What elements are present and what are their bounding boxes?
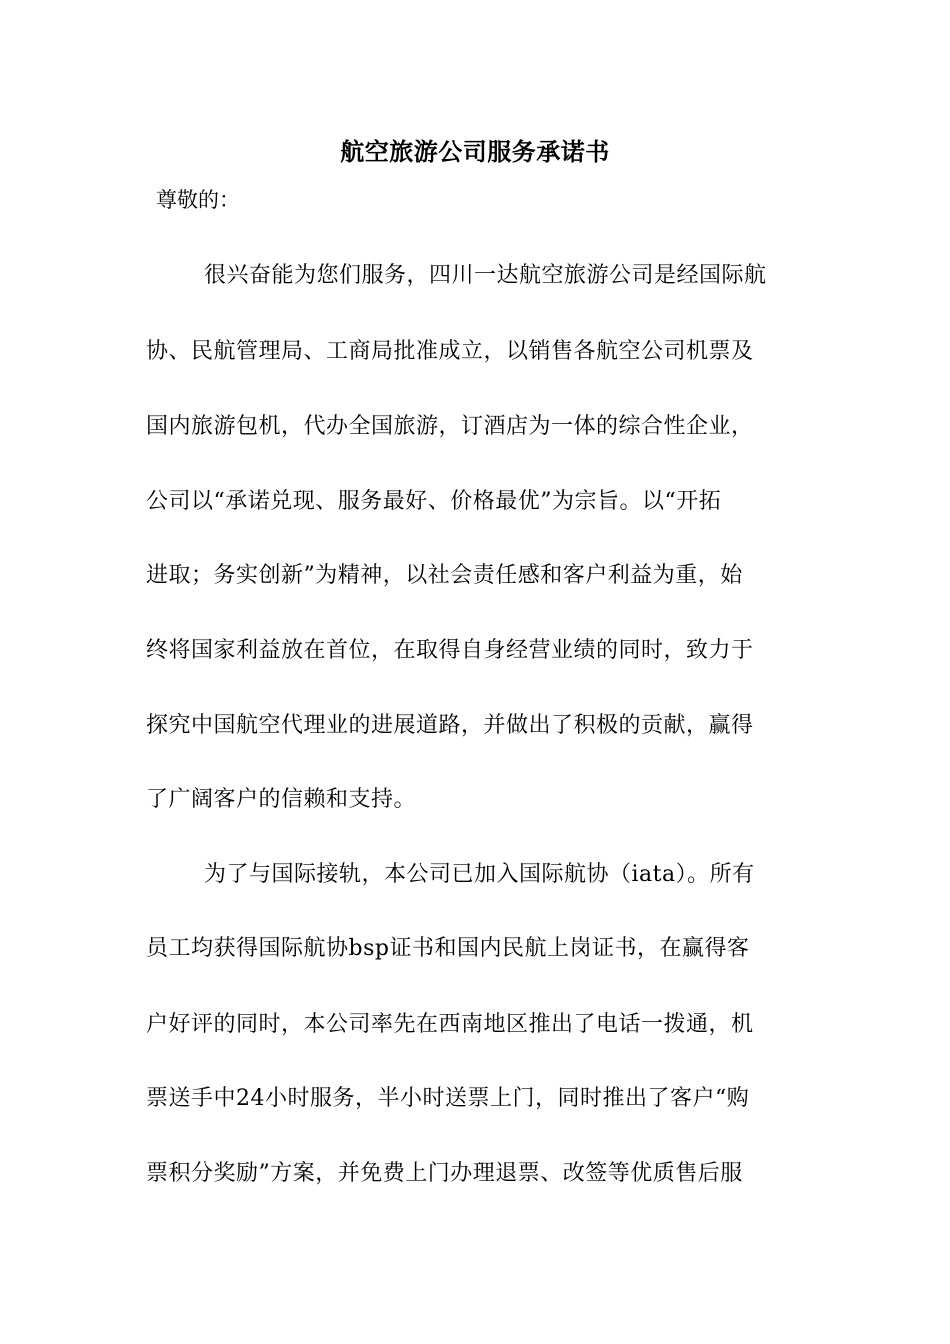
paragraph-1-line-3: 国内旅游包机，代办全国旅游，订酒店为一体的综合性企业， (146, 414, 754, 439)
paragraph-1-line-1: 很兴奋能为您们服务，四川一达航空旅游公司是经国际航 (204, 263, 767, 288)
paragraph-2-line-5: 票积分奖励”方案，并免费上门办理退票、改签等优质售后服 (146, 1161, 743, 1186)
paragraph-2-line-1: 为了与国际接轨，本公司已加入国际航协（iata）。所有 (204, 862, 755, 887)
paragraph-2-line-3: 户好评的同时，本公司率先在西南地区推出了电话一拨通，机 (146, 1012, 754, 1037)
paragraph-1-line-5: 进取；务实创新”为精神，以社会责任感和客户利益为重，始 (146, 563, 743, 588)
paragraph-1-line-6: 终将国家利益放在首位，在取得自身经营业绩的同时，致力于 (146, 638, 754, 663)
paragraph-2-line-2: 员工均获得国际航协bsp证书和国内民航上岗证书，在赢得客 (146, 936, 750, 961)
paragraph-2-line-4: 票送手中24小时服务，半小时送票上门，同时推出了客户“购 (146, 1086, 750, 1111)
paragraph-1-line-7: 探究中国航空代理业的进展道路，并做出了积极的贡献，赢得 (146, 713, 754, 738)
paragraph-1-line-2: 协、民航管理局、工商局批准成立，以销售各航空公司机票及 (146, 339, 754, 364)
paragraph-1-line-8: 了广阔客户的信赖和支持。 (146, 787, 417, 812)
paragraph-1-line-4: 公司以“承诺兑现、服务最好、价格最优”为宗旨。以“开拓 (146, 489, 722, 514)
document-title: 航空旅游公司服务承诺书 (340, 137, 610, 166)
salutation: 尊敬的： (156, 188, 240, 212)
